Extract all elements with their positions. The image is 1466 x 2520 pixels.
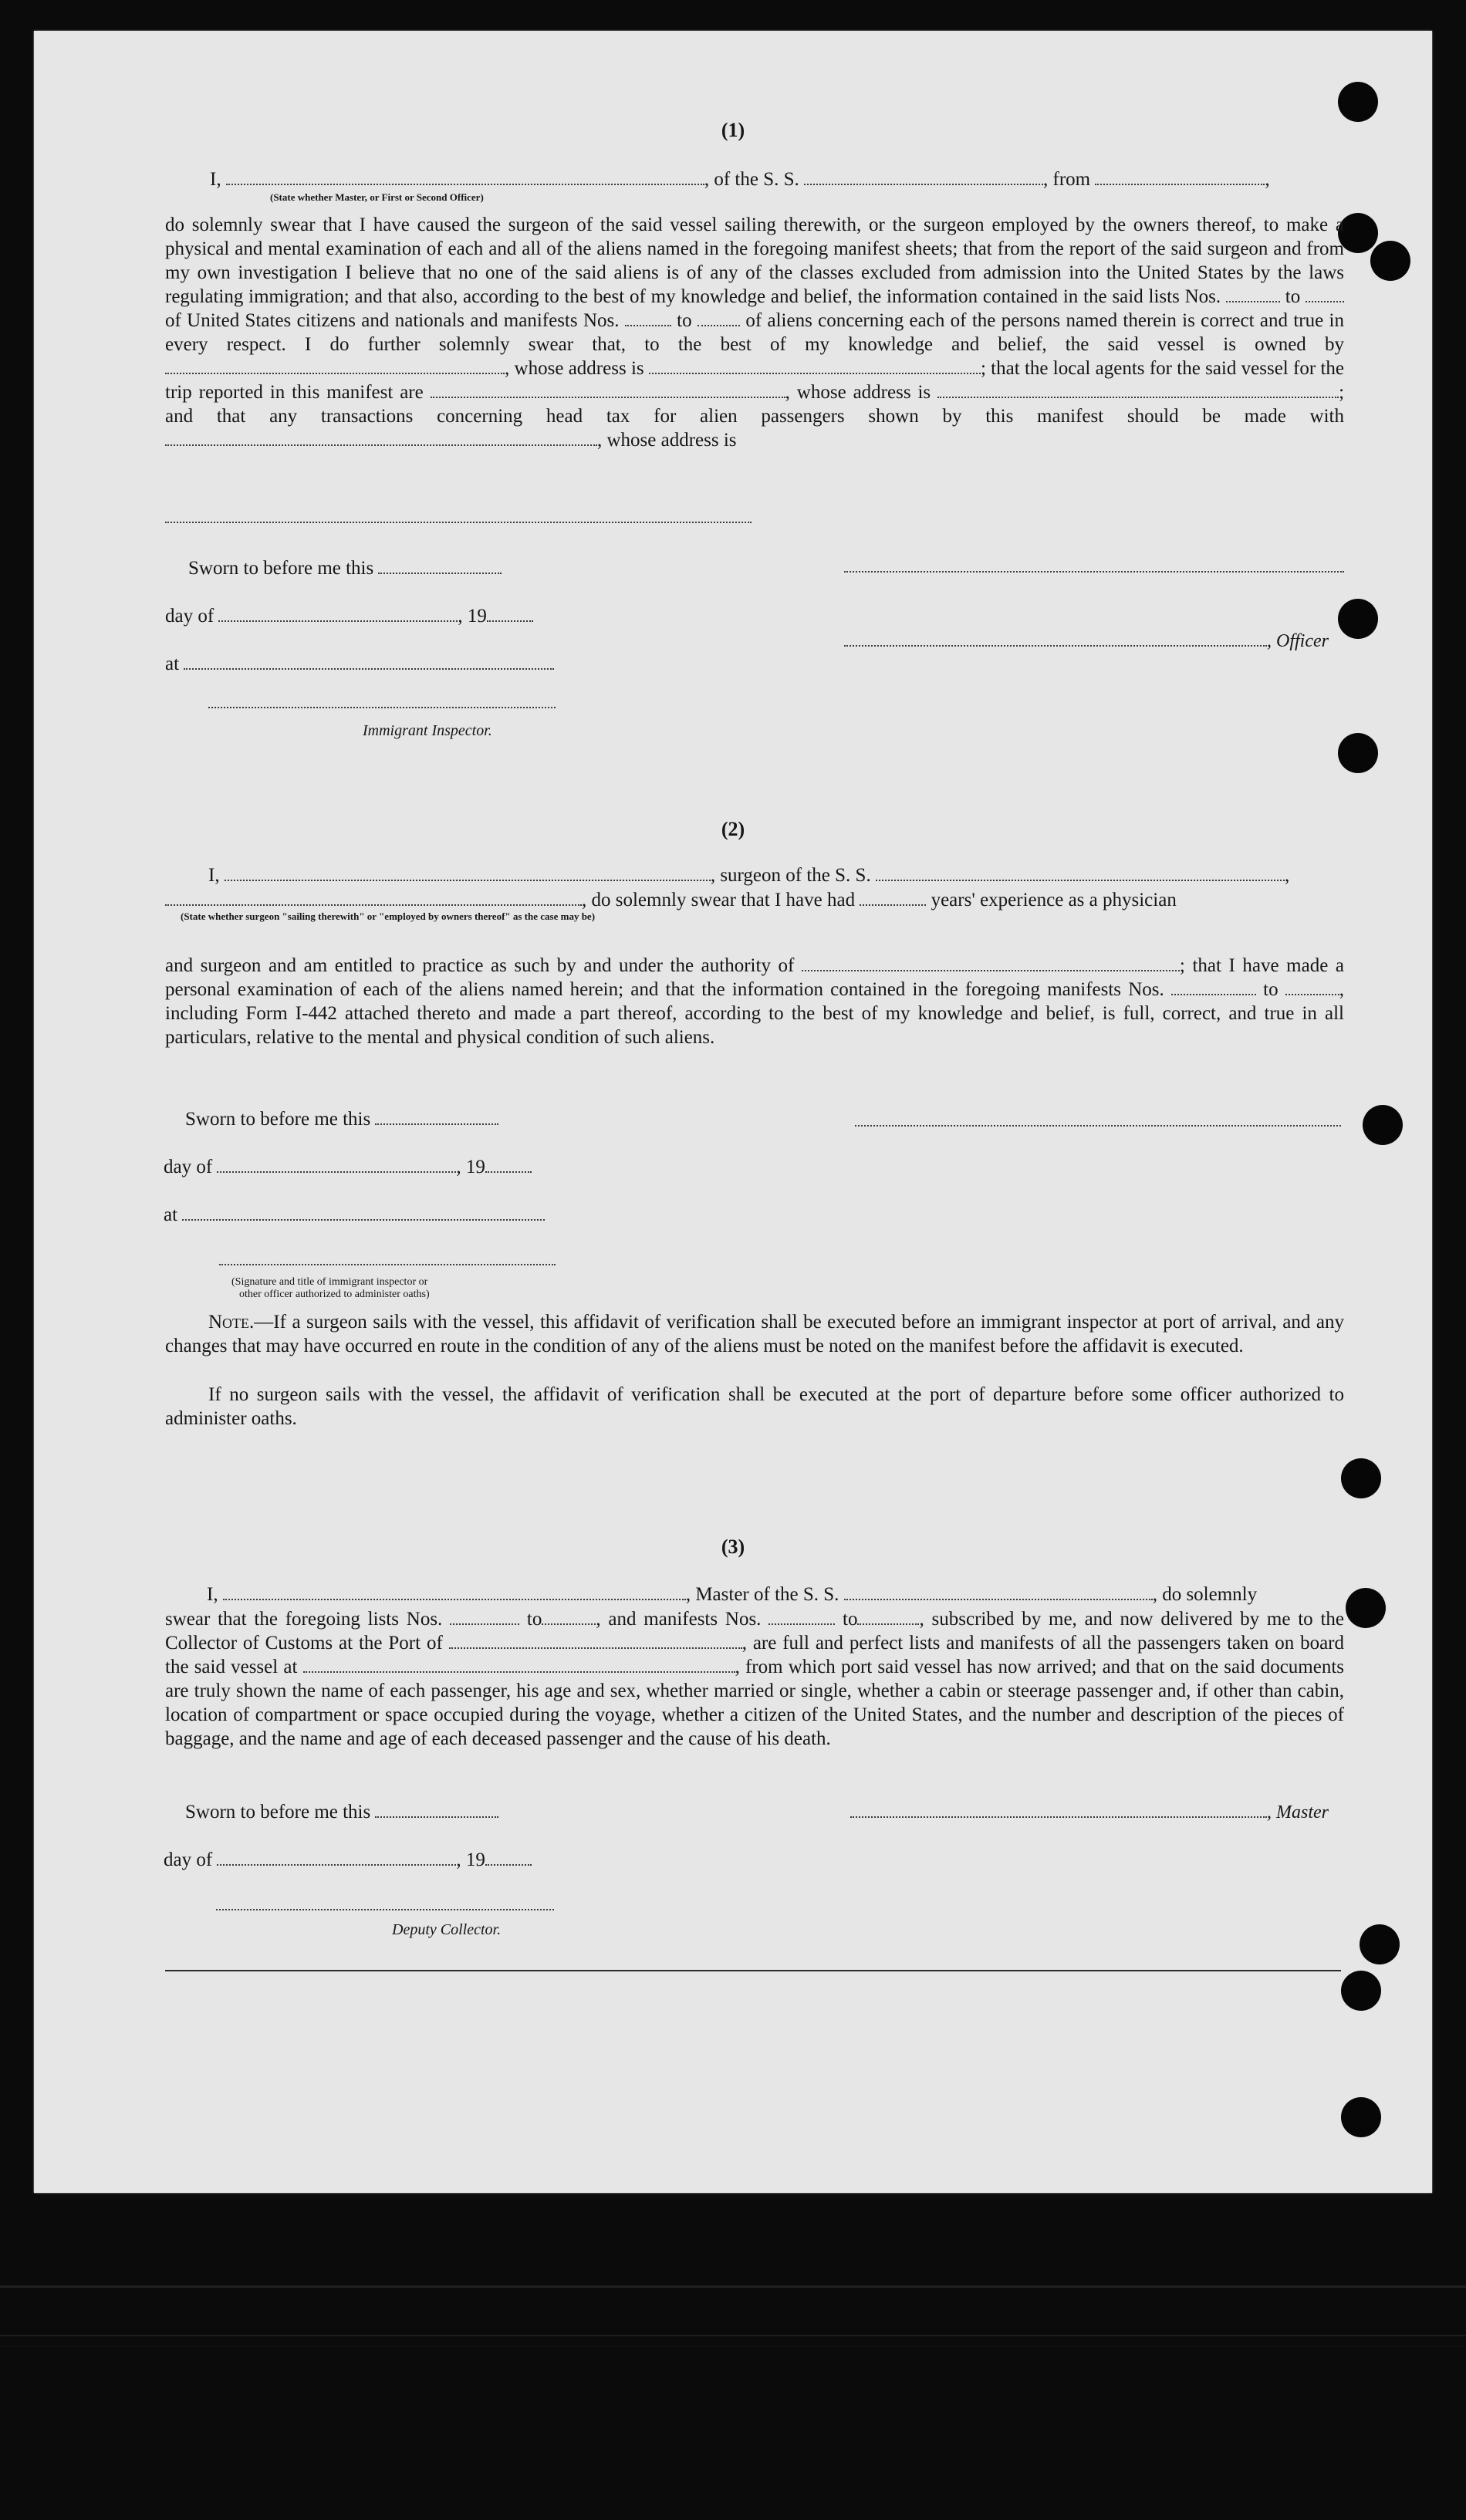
text: —If a surgeon sails with the vessel, this affidavit of verification shall be executed before an immigrant inspector at port of arrival, and any changes that may have occurred en route in the condition of any of the aliens must be noted on the manifest before the affidavit is executed. [165, 1312, 1344, 1356]
text: , 19 [456, 1157, 485, 1177]
section-1-field-note: (State whether Master, or First or Second Officer) [270, 191, 484, 203]
text: to [843, 1609, 858, 1630]
agents-address-blank [937, 381, 1339, 398]
section-3-body [165, 1607, 1344, 1751]
collector-signature-line [216, 1909, 554, 1910]
text: , whose address is [597, 430, 737, 451]
lists-to-blank [1306, 285, 1344, 302]
day-of-line [165, 605, 533, 627]
month-blank [218, 605, 458, 622]
binder-hole [1341, 1971, 1381, 2011]
lists-to-blank [542, 1608, 596, 1625]
manifests-to-blank [857, 1608, 919, 1625]
section-1-body [165, 213, 1344, 452]
note-paragraph [165, 1310, 1344, 1358]
month-blank [217, 1849, 456, 1866]
binder-hole [1338, 599, 1378, 639]
surgeon-status-blank [165, 889, 582, 906]
text: to [677, 310, 692, 331]
text: , Master of the S. S. [685, 1584, 839, 1605]
binder-hole [1341, 1458, 1381, 1498]
surgeon-name-blank [225, 864, 711, 881]
master-label: , Master [1267, 1802, 1329, 1822]
section-2-opening-line: I, , surgeon of the S. S. , [208, 865, 1290, 886]
sworn-line [188, 557, 502, 579]
binder-hole [1338, 733, 1378, 773]
manifests-from-blank [625, 309, 671, 326]
text: day of [164, 1157, 213, 1177]
text: , are full and perfect lists and manifests of all the passengers taken on board the said vessel at [165, 1633, 1344, 1677]
manifests-from-blank [1171, 978, 1256, 995]
master-name-blank [226, 168, 704, 185]
section-3-opening-line [207, 1583, 1257, 1606]
customs-port-blank [449, 1632, 742, 1649]
binder-hole [1338, 82, 1378, 122]
day-of-line [164, 1156, 532, 1178]
section-1-opening-line: I, , of the S. S. , from , [210, 169, 1270, 190]
scanner-streak [0, 2285, 1466, 2288]
section-2-field-note: (State whether surgeon "sailing therewith" or "employed by owners thereof" as the case may be) [181, 910, 596, 922]
officer-label: , Officer [1267, 631, 1329, 651]
text: , whose address is [785, 382, 931, 403]
text: , from which port said vessel has now arrived; and that on the said documents are truly shown the name of each passenger, his age and sex, whether married or single, whether a cabin or steerage passenger and, if other than cabin, location of compartment or space occupied during the voyage, whether a citizen of the United States, and the number and description of the pieces of baggage, and the name and age of each deceased passenger and the cause of his death. [165, 1657, 1345, 1749]
binder-hole [1360, 1924, 1400, 1964]
text: , including Form I-442 attached thereto and made a part thereof, according to the best of my knowledge and belief, is full, correct, and true in all particulars, relative to the mental and physical condition of such aliens. [165, 979, 1345, 1048]
inspector-signature-line [219, 1264, 556, 1265]
text: I, [207, 1584, 218, 1605]
text: to [526, 1609, 542, 1630]
binder-hole [1370, 241, 1410, 281]
binder-hole [1363, 1105, 1403, 1145]
text: ; that I have made a personal examination of each of the aliens named herein; and that the information contained in the foregoing manifests Nos. [165, 955, 1344, 1000]
signature-note-line-2: other officer authorized to administer oaths) [239, 1289, 430, 1300]
text: of aliens concerning each of the persons named therein is correct and true in every respect. I do further solemnly swear that, to the best of my knowledge and belief, the said vessel is owned by [165, 310, 1345, 355]
manifests-from-blank [768, 1608, 835, 1625]
vessel-name-blank [876, 864, 1285, 881]
manifests-to-blank [1285, 978, 1339, 995]
text: to [1263, 979, 1279, 1000]
head-tax-contact-blank [165, 429, 597, 446]
manifest-affidavit-page [34, 31, 1432, 2193]
text: , 19 [458, 606, 487, 627]
agents-blank [431, 381, 785, 398]
text: Sworn to before me this [188, 558, 374, 579]
text: at [165, 654, 180, 674]
section-2-body [165, 954, 1344, 1049]
section-1-number: (1) [721, 119, 745, 141]
year-blank [485, 1849, 532, 1866]
text: I, [208, 865, 220, 886]
owner-address-blank [649, 357, 981, 374]
sworn-date-blank [375, 1108, 498, 1125]
master-signature-line [844, 571, 1344, 573]
text: , and manifests Nos. [596, 1609, 762, 1630]
departure-port-blank [303, 1656, 735, 1673]
text: Sworn to before me this [185, 1109, 371, 1130]
sworn-line [185, 1801, 498, 1823]
manifests-to-blank [698, 309, 740, 326]
scanner-streak [0, 2335, 1466, 2336]
section-2-number: (2) [721, 818, 745, 840]
binder-hole [1346, 1588, 1386, 1628]
text: day of [164, 1849, 213, 1870]
text: years' experience as a physician [931, 890, 1177, 910]
port-from-blank [1095, 168, 1265, 185]
year-blank [487, 605, 533, 622]
sworn-date-blank [375, 1801, 498, 1818]
inspector-label: Immigrant Inspector. [363, 722, 492, 739]
place-blank [182, 1204, 545, 1221]
lists-from-blank [450, 1608, 519, 1625]
master-signature-line [850, 1801, 1329, 1823]
binder-hole [1341, 2097, 1381, 2137]
text: swear that the foregoing lists Nos. [165, 1609, 443, 1630]
sworn-date-blank [378, 557, 502, 574]
years-blank [860, 889, 926, 906]
collector-label: Deputy Collector. [392, 1921, 502, 1938]
at-line [164, 1204, 545, 1226]
text: , whose address is [505, 358, 644, 379]
year-blank [485, 1156, 532, 1173]
text: , subscribed by me, and now delivered by me to the Collector of Customs at the Port of [165, 1609, 1345, 1654]
vessel-name-blank [804, 168, 1043, 185]
text: , 19 [456, 1849, 485, 1870]
text: ; and that any transactions concerning head tax for alien passengers shown by this manifest should be made with [165, 382, 1345, 427]
vessel-name-blank [844, 1583, 1153, 1600]
section-2-second-line [165, 889, 1177, 911]
text: I, [210, 169, 221, 190]
note-paragraph-2: If no surgeon sails with the vessel, the affidavit of verification shall be executed at the port of departure before some officer authorized to administer oaths. [165, 1384, 1344, 1429]
authority-blank [802, 954, 1180, 971]
master-signature-blank [850, 1801, 1267, 1818]
head-tax-address-blank [165, 522, 752, 523]
officer-signature-line [844, 630, 1329, 652]
text: ; that the local agents for the said vessel for the trip reported in this manifest are [165, 358, 1345, 403]
text: , surgeon of the S. S. [710, 865, 871, 886]
bottom-divider [165, 1970, 1341, 1971]
month-blank [217, 1156, 456, 1173]
at-line [165, 653, 554, 675]
surgeon-signature-line [855, 1125, 1341, 1127]
master-name-blank [223, 1583, 686, 1600]
text: day of [165, 606, 214, 627]
text: to [1285, 286, 1301, 307]
text: , do solemnly swear that I have had [582, 890, 856, 910]
text: do solemnly swear that I have caused the surgeon of the said vessel sailing therewith, or the surgeon employed by the owners thereof, to make a physical and mental examination of each and all of the aliens named in the foregoing manifest sheets; that from the report of the said surgeon and from my own investigation I believe that no one of the said aliens is of any of the classes excluded from admission into the United States by the laws regulating immigration; and that also, according to the best of my knowledge and belief, the information contained in the said lists Nos. [165, 215, 1344, 307]
text: , from [1043, 169, 1091, 190]
text: , of the S. S. [704, 169, 799, 190]
day-of-line [164, 1849, 532, 1871]
owner-blank [165, 357, 505, 374]
text: Sworn to before me this [185, 1802, 371, 1822]
section-3-number: (3) [721, 1535, 745, 1558]
signature-note-line-1: (Signature and title of immigrant inspector or [231, 1276, 428, 1288]
note-label: Note. [208, 1312, 255, 1333]
text: and surgeon and am entitled to practice as such by and under the authority of [165, 955, 795, 976]
text: of United States citizens and nationals and manifests Nos. [165, 310, 620, 331]
sworn-line [185, 1108, 498, 1130]
lists-from-blank [1226, 285, 1280, 302]
text: , do solemnly [1152, 1584, 1258, 1605]
text: at [164, 1204, 178, 1225]
inspector-signature-line [208, 707, 556, 708]
officer-signature-blank [844, 630, 1267, 647]
place-blank [184, 653, 554, 670]
